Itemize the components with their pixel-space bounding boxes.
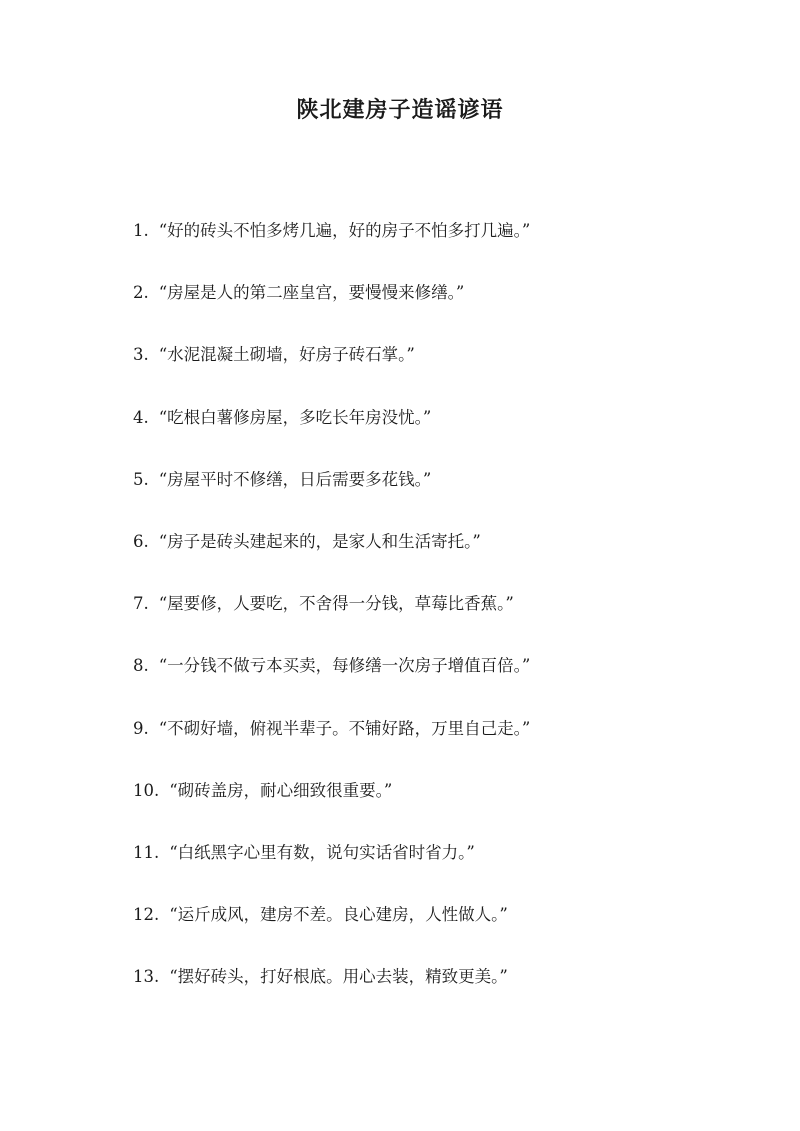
item-text: “砌砖盖房，耐心细致很重要。” xyxy=(169,780,393,800)
list-item xyxy=(133,339,753,370)
list-item xyxy=(133,526,753,557)
item-number: 12. xyxy=(133,905,160,925)
item-text: “水泥混凝土砌墙，好房子砖石掌。” xyxy=(158,345,415,365)
list-item xyxy=(133,277,753,308)
item-text: “房子是砖头建起来的，是家人和生活寄托。” xyxy=(158,531,481,551)
item-number: 7. xyxy=(133,594,149,614)
item-text: “摆好砖头，打好根底。用心去装，精致更美。” xyxy=(169,967,508,987)
item-number: 8. xyxy=(133,656,149,676)
list-item xyxy=(133,961,753,992)
item-text: “好的砖头不怕多烤几遍，好的房子不怕多打几遍。” xyxy=(158,221,531,240)
item-number: 13. xyxy=(133,967,160,987)
item-number: 3. xyxy=(133,345,149,365)
item-text: “不砌好墙，俯视半辈子。不铺好路，万里自己走。” xyxy=(158,718,531,738)
list-item xyxy=(133,650,753,681)
list-item xyxy=(133,837,753,868)
list-item xyxy=(133,775,753,806)
list-item xyxy=(133,899,753,930)
item-number: 9. xyxy=(133,718,149,738)
item-text: “白纸黑字心里有数，说句实话省时省力。” xyxy=(169,842,475,862)
list-item xyxy=(133,713,753,744)
item-number: 11. xyxy=(133,842,160,862)
list-item xyxy=(133,215,753,246)
list-item xyxy=(133,402,753,433)
document-title: 陕北建房子造谣谚语 xyxy=(296,97,504,123)
item-text: “房屋是人的第二座皇宫，要慢慢来修缮。” xyxy=(158,283,465,303)
item-number: 10. xyxy=(133,780,160,800)
item-text: “吃根白薯修房屋，多吃长年房没忧。” xyxy=(158,407,432,427)
proverb-list xyxy=(133,215,753,1023)
item-text: “运斤成风，建房不差。良心建房，人性做人。” xyxy=(169,905,508,925)
item-number: 5. xyxy=(133,469,149,489)
item-number: 2. xyxy=(133,283,149,303)
item-text: “屋要修，人要吃，不舍得一分钱，草莓比香蕉。” xyxy=(158,594,514,614)
item-text: “房屋平时不修缮，日后需要多花钱。” xyxy=(158,469,432,489)
item-number: 1. xyxy=(133,221,149,240)
list-item xyxy=(133,588,753,619)
item-number: 4. xyxy=(133,407,149,427)
item-number: 6. xyxy=(133,531,149,551)
list-item xyxy=(133,464,753,495)
item-text: “一分钱不做亏本买卖，每修缮一次房子增值百倍。” xyxy=(158,656,531,676)
